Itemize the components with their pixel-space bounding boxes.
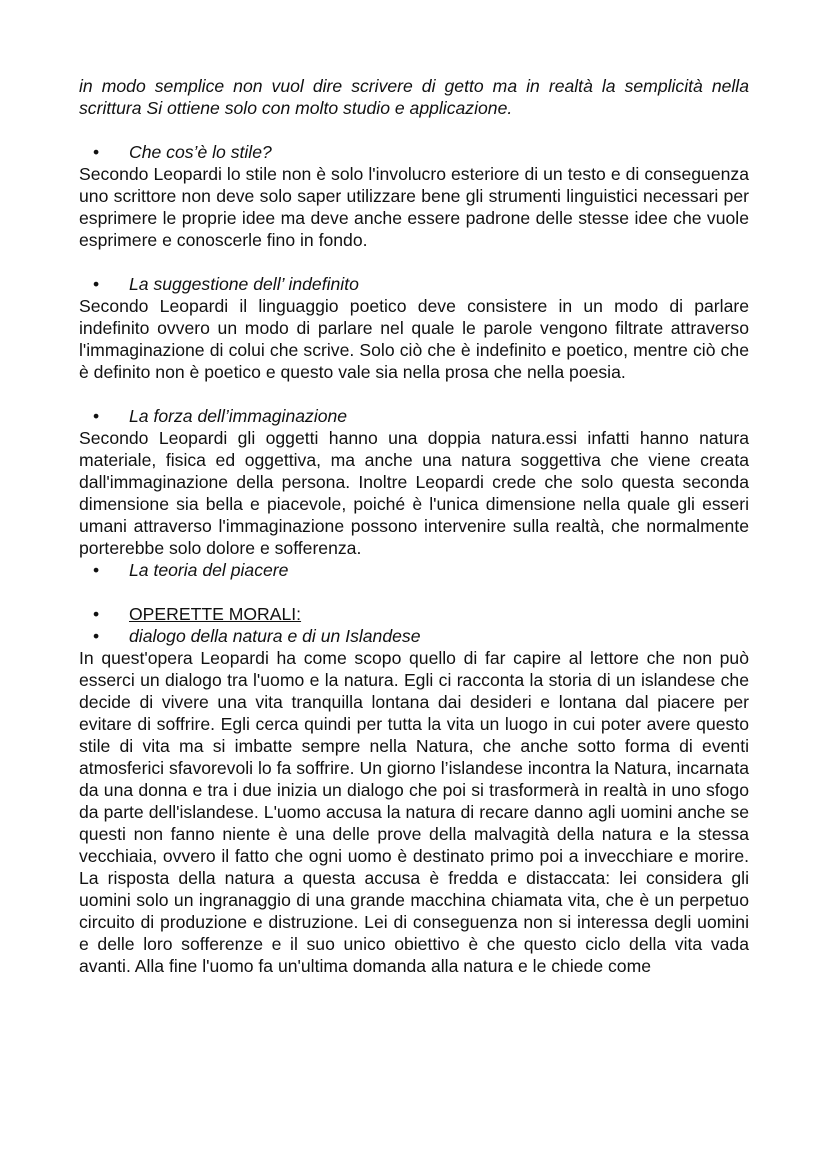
spacer	[79, 251, 749, 273]
section-heading-immaginazione: • La forza dell’immaginazione	[93, 406, 348, 426]
section-body-immaginazione: Secondo Leopardi gli oggetti hanno una doppia natura.essi infatti hanno natura materiale, fisica ed oggettiva, ma anche una natura soggettiva che viene creata dall'immaginazione della persona. Inoltre Leopardi crede che solo questa seconda dimensione sia bella e piacevole, poiché è l'unica dimensione nella quale gli esseri umani attraverso l'immaginazione possono intervenire sulla realtà, che normalmente porterebbe solo dolore e sofferenza.	[79, 428, 749, 558]
bullet-icon: •	[93, 560, 100, 580]
bullet-icon: •	[93, 604, 100, 624]
section-heading-indefinito: • La suggestione dell’ indefinito	[93, 274, 359, 294]
section-heading-dialogo: • dialogo della natura e di un Islandese	[93, 626, 421, 646]
bullet-icon: •	[93, 406, 100, 426]
section-heading-piacere: • La teoria del piacere	[93, 560, 289, 580]
intro-paragraph: in modo semplice non vuol dire scrivere di getto ma in realtà la semplicità nella scrittura Si ottiene solo con molto studio e applicazione.	[79, 76, 749, 118]
bullet-icon: •	[93, 626, 100, 646]
section-body-stile: Secondo Leopardi lo stile non è solo l'involucro esteriore di un testo e di conseguenza uno scrittore non deve solo saper utilizzare bene gli strumenti linguistici necessari per esprimere le proprie idee ma deve anche essere padrone delle stesse idee che vuole esprimere e conoscerle fino in fondo.	[79, 164, 749, 250]
document-page	[79, 75, 749, 977]
section-body-dialogo: In quest'opera Leopardi ha come scopo quello di far capire al lettore che non può esserci un dialogo tra l'uomo e la natura. Egli ci racconta la storia di un islandese che decide di vivere una vita tranquilla lontana dai desideri e lontana dal piacere per evitare di soffrire. Egli cerca quindi per tutta la vita un luogo in cui poter avere questo stile di vita ma si imbatte sempre nella Natura, che anche sotto forma di eventi atmosferici sfavorevoli lo fa soffrire. Un giorno l’islandese incontra la Natura, incarnata da una donna e tra i due inizia un dialogo che poi si trasformerà in realtà in uno sfogo da parte dell'islandese. L'uomo accusa la natura di recare danno agli uomini anche se questi non fanno niente è una delle prove della malvagità della natura e la stessa vecchiaia, ovvero il fatto che ogni uomo è destinato primo poi a invecchiare e morire. La risposta della natura a questa accusa è fredda e distaccata: lei considera gli uomini solo un ingranaggio di una grande macchina chiamata vita, che è un perpetuo circuito di produzione e distruzione. Lei di conseguenza non si interessa degli uomini e delle loro sofferenze e il suo unico obiettivo è che questo ciclo della vita vada avanti. Alla fine l'uomo fa un'ultima domanda alla natura e le chiede come	[79, 648, 749, 976]
section-body-indefinito: Secondo Leopardi il linguaggio poetico deve consistere in un modo di parlare indefinito ovvero un modo di parlare nel quale le parole vengono filtrate attraverso l'immaginazione di colui che scrive. Solo ciò che è indefinito e poetico, mentre ciò che è definito non è poetico e questo vale sia nella prosa che nella poesia.	[79, 296, 749, 382]
bullet-icon: •	[93, 274, 100, 294]
section-heading-stile: • Che cos’è lo stile?	[93, 142, 272, 162]
section-heading-operette: • OPERETTE MORALI:	[93, 604, 302, 624]
spacer	[79, 581, 749, 603]
bullet-icon: •	[93, 142, 100, 162]
spacer	[79, 119, 749, 141]
spacer	[79, 383, 749, 405]
